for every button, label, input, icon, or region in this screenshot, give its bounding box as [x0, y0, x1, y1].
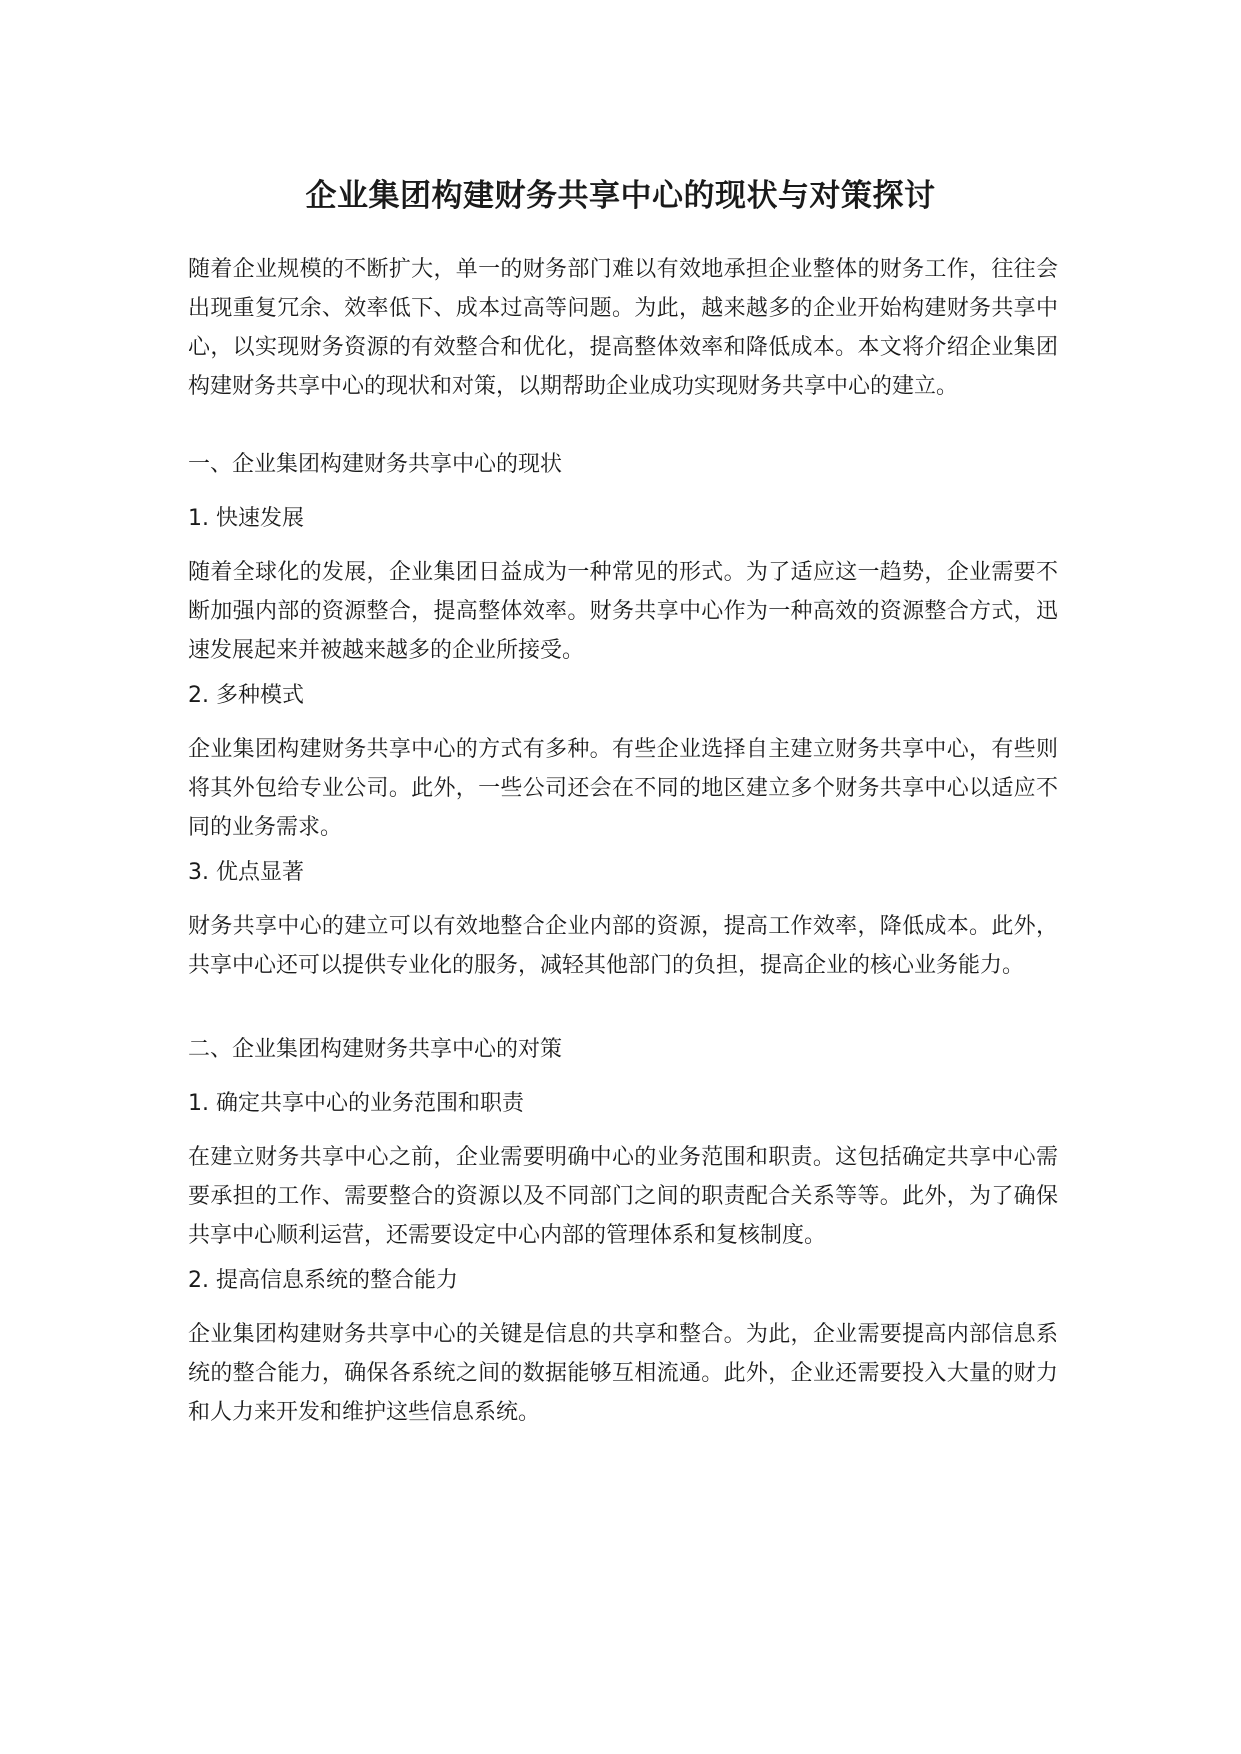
subsection-heading: 2. 多种模式: [188, 683, 304, 708]
document-title: 企业集团构建财务共享中心的现状与对策探讨: [305, 178, 936, 214]
subsection-heading: 1. 确定共享中心的业务范围和职责: [188, 1091, 524, 1116]
subsection-heading: 3. 优点显著: [188, 860, 304, 885]
body-paragraph: 企业集团构建财务共享中心的方式有多种。有些企业选择自主建立财务共享中心，有些则将其外包给专业公司。此外，一些公司还会在不同的地区建立多个财务共享中心以适应不同的业务需求。: [188, 737, 1058, 840]
intro-paragraph: 随着企业规模的不断扩大，单一的财务部门难以有效地承担企业整体的财务工作，往往会出现重复冗余、效率低下、成本过高等问题。为此，越来越多的企业开始构建财务共享中心，以实现财务资源的有效整合和优化，提高整体效率和降低成本。本文将介绍企业集团构建财务共享中心的现状和对策，以期帮助企业成功实现财务共享中心的建立。: [188, 257, 1058, 399]
body-paragraph: 在建立财务共享中心之前，企业需要明确中心的业务范围和职责。这包括确定共享中心需要承担的工作、需要整合的资源以及不同部门之间的职责配合关系等等。此外，为了确保共享中心顺利运营，还需要设定中心内部的管理体系和复核制度。: [188, 1145, 1058, 1248]
body-paragraph: 随着全球化的发展，企业集团日益成为一种常见的形式。为了适应这一趋势，企业需要不断加强内部的资源整合，提高整体效率。财务共享中心作为一种高效的资源整合方式，迅速发展起来并被越来越多的企业所接受。: [188, 560, 1058, 663]
section-heading-status: 一、企业集团构建财务共享中心的现状: [188, 452, 563, 477]
body-paragraph: 企业集团构建财务共享中心的关键是信息的共享和整合。为此，企业需要提高内部信息系统的整合能力，确保各系统之间的数据能够互相流通。此外，企业还需要投入大量的财力和人力来开发和维护这些信息系统。: [188, 1322, 1058, 1425]
subsection-heading: 1. 快速发展: [188, 506, 304, 531]
subsection-heading: 2. 提高信息系统的整合能力: [188, 1268, 458, 1293]
section-heading-countermeasures: 二、企业集团构建财务共享中心的对策: [188, 1037, 563, 1062]
body-paragraph: 财务共享中心的建立可以有效地整合企业内部的资源，提高工作效率，降低成本。此外，共享中心还可以提供专业化的服务，减轻其他部门的负担，提高企业的核心业务能力。: [188, 914, 1058, 978]
